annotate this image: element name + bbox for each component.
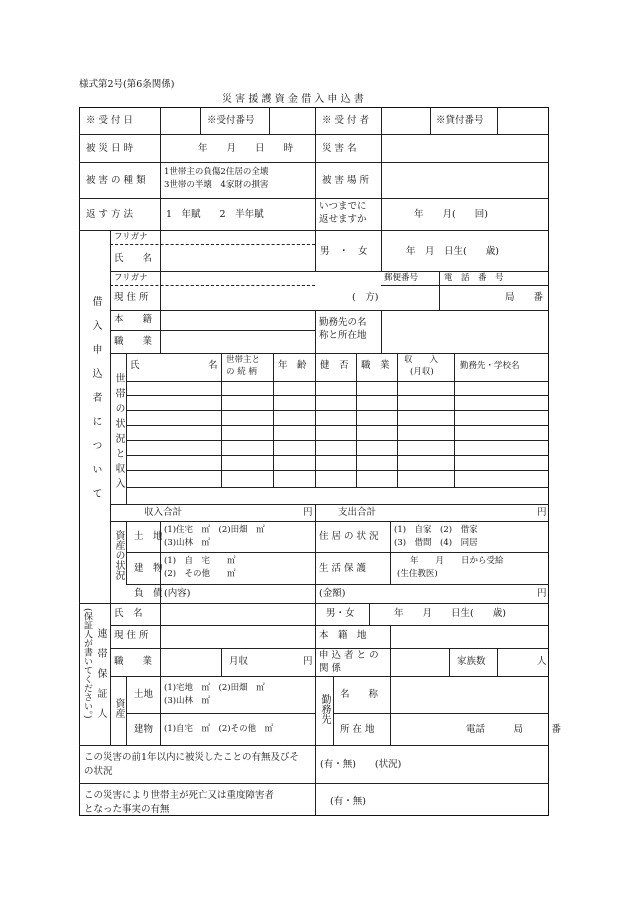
- label-itsu-made-1: いつまでに: [319, 201, 367, 212]
- birthdate-field[interactable]: 年 月 日生( 歳): [406, 246, 499, 257]
- label-tochi: 土 地: [134, 531, 163, 542]
- household-section-label: 世帯の状況と収入: [113, 373, 124, 493]
- expense-yen: 円: [537, 507, 547, 518]
- col-kenpi: 健 否: [320, 360, 349, 371]
- label-furigana: フリガナ: [114, 232, 148, 242]
- label-g-shimei: 氏 名: [114, 608, 143, 619]
- label-yubin: 郵便番号: [384, 273, 419, 283]
- g-phone-field: 電話 局 番: [466, 724, 562, 735]
- g-land-options-1: (1)宅地 ㎡ (2)田畑 ㎡: [164, 683, 265, 693]
- debt-yen: 円: [537, 588, 547, 599]
- g-kinmusaki-label: 勤務先: [319, 694, 330, 724]
- label-kinmusaki-2: 称と所在地: [319, 330, 367, 341]
- col-kinmu: 勤務先・学校名: [460, 361, 520, 371]
- label-g-kankei-1: 申 込 者 と の: [319, 650, 379, 661]
- land-options-2: (3)山林 ㎡: [164, 538, 211, 548]
- debt-amount: (金額): [319, 588, 346, 599]
- label-kinmusaki-1: 勤務先の名: [319, 317, 367, 328]
- label-expense-total: 支出合計: [338, 507, 377, 518]
- label-shimei: 氏 名: [114, 253, 153, 264]
- label-g-honseki: 本 籍 地: [319, 630, 367, 641]
- phone-kyoku-ban: 局 番: [505, 292, 544, 303]
- label-higai-basho: 被 害 場 所: [322, 175, 370, 186]
- g-birthdate-field[interactable]: 年 月 日生( 歳): [394, 608, 506, 619]
- label-genjusho: 現 住 所: [114, 292, 149, 303]
- label-income-total: 収入合計: [144, 507, 183, 518]
- col-shunyu-2: (月収): [410, 367, 434, 377]
- q2-line2: となった事実の有無: [84, 804, 170, 815]
- label-seikatsu-hogo: 生 活 保 護: [319, 563, 367, 574]
- col-zokugara-2: の 続 柄: [226, 367, 257, 377]
- label-honseki: 本 籍: [114, 314, 153, 325]
- form-number: 様式第2号(第6条関係): [79, 79, 175, 90]
- col-zokugara-1: 世帯主と: [226, 355, 261, 365]
- label-uketsuke-bi: ※ 受 付 日: [86, 115, 134, 126]
- col-shokugyo: 職 業: [361, 360, 390, 371]
- land-options-1: (1)住宅 ㎡ (2)田畑 ㎡: [164, 525, 265, 535]
- label-uketsuke-no: ※受付番号: [207, 115, 255, 126]
- label-itsu-made-2: 返せますか: [319, 214, 367, 225]
- income-yen: 円: [303, 507, 313, 518]
- bldg-options-2: (2) その他 ㎡: [164, 569, 236, 579]
- label-furigana-2: フリガナ: [114, 273, 148, 283]
- bldg-options-1: (1) 自 宅 ㎡: [164, 556, 236, 566]
- guarantor-note: (保証人が書いてください。): [82, 608, 92, 719]
- g-bldg-options: (1)自宅 ㎡ (2)その他 ㎡: [164, 724, 274, 734]
- label-g-genjusho: 現 住 所: [114, 630, 149, 641]
- seikatsu-value-2: (生住教医): [397, 569, 438, 579]
- damage-options-1: 1世帯主の負傷2住居の全壊: [164, 167, 269, 177]
- q2-line1: この災害により世帯主が死亡又は重度障害者: [84, 790, 275, 801]
- label-uketsuke-sha: ※ 受 付 者: [322, 115, 370, 126]
- label-g-tatemono: 建物: [134, 724, 154, 735]
- q2-answer[interactable]: (有・無): [330, 796, 366, 807]
- label-higai-shurui: 被 害 の 種 類: [86, 175, 146, 186]
- label-g-meisho: 名 称: [340, 689, 379, 700]
- label-g-tochi: 土地: [134, 689, 154, 700]
- label-tatemono: 建 物: [134, 563, 163, 574]
- g-nin: 人: [537, 656, 547, 667]
- house-options-1[interactable]: (1) 自家 (2) 借家: [394, 525, 478, 535]
- applicant-section-label: 借入申込者について: [90, 296, 101, 512]
- house-options-2[interactable]: (3) 借間 (4) 同居: [394, 538, 478, 548]
- form-title: 災 害 援 護 資 金 借 入 申 込 書: [222, 94, 364, 105]
- q1-line1: この災害の前1年以内に被災したことの有無及びそ: [84, 752, 300, 763]
- q1-answer[interactable]: (有・無) (状況): [320, 759, 402, 770]
- label-g-shokugyo: 職 業: [114, 656, 153, 667]
- g-yen: 円: [303, 656, 313, 667]
- label-saigai-mei: 災 害 名: [322, 143, 357, 154]
- damage-options-2: 3世帯の半壊 4家財の損害: [164, 180, 269, 190]
- label-hisai-nichiji: 被 災 日 時: [86, 143, 134, 154]
- seikatsu-value-1: 年 月 日から受給: [410, 556, 504, 566]
- label-denwa: 電 話 番 号: [444, 273, 504, 283]
- g-land-options-2: (3)山林 ㎡: [164, 696, 211, 706]
- debt-content: (内容): [164, 588, 191, 599]
- label-g-shozaichi: 所 在 地: [340, 724, 375, 735]
- label-g-kazoku: 家族数: [457, 656, 486, 667]
- label-g-kankei-2: 関 係: [319, 663, 342, 674]
- gender-choice[interactable]: 男 ・ 女: [320, 246, 368, 257]
- kata-field: ( 方): [352, 292, 379, 303]
- guarantor-section-label: 連帯保証人: [95, 628, 106, 728]
- label-fusai: 負 債: [134, 588, 163, 599]
- col-nenrei: 年 齢: [278, 360, 307, 371]
- col-shunyu-1: 収 入: [404, 355, 439, 365]
- col-shimei-a: 氏: [130, 360, 140, 371]
- col-shimei-b: 名: [208, 360, 218, 371]
- q1-line2: の状況: [84, 766, 113, 777]
- label-shokugyo: 職 業: [114, 336, 153, 347]
- g-assets-label: 資産: [113, 698, 124, 718]
- date-time-field[interactable]: 年 月 日 時: [198, 143, 294, 154]
- repay-method-options[interactable]: 1 年賦 2 半年賦: [166, 209, 264, 220]
- label-jukyo: 住 居 の 状 況: [319, 531, 379, 542]
- label-g-gesshu: 月収: [229, 656, 249, 667]
- label-kashitsuke-no: ※貸付番号: [436, 115, 484, 126]
- label-kaesu-houhou: 返 す 方 法: [86, 209, 134, 220]
- g-gender-choice[interactable]: 男・女: [326, 608, 355, 619]
- assets-section-label: 資産の状況: [113, 530, 124, 580]
- repay-until-field[interactable]: 年 月( 回): [414, 209, 488, 220]
